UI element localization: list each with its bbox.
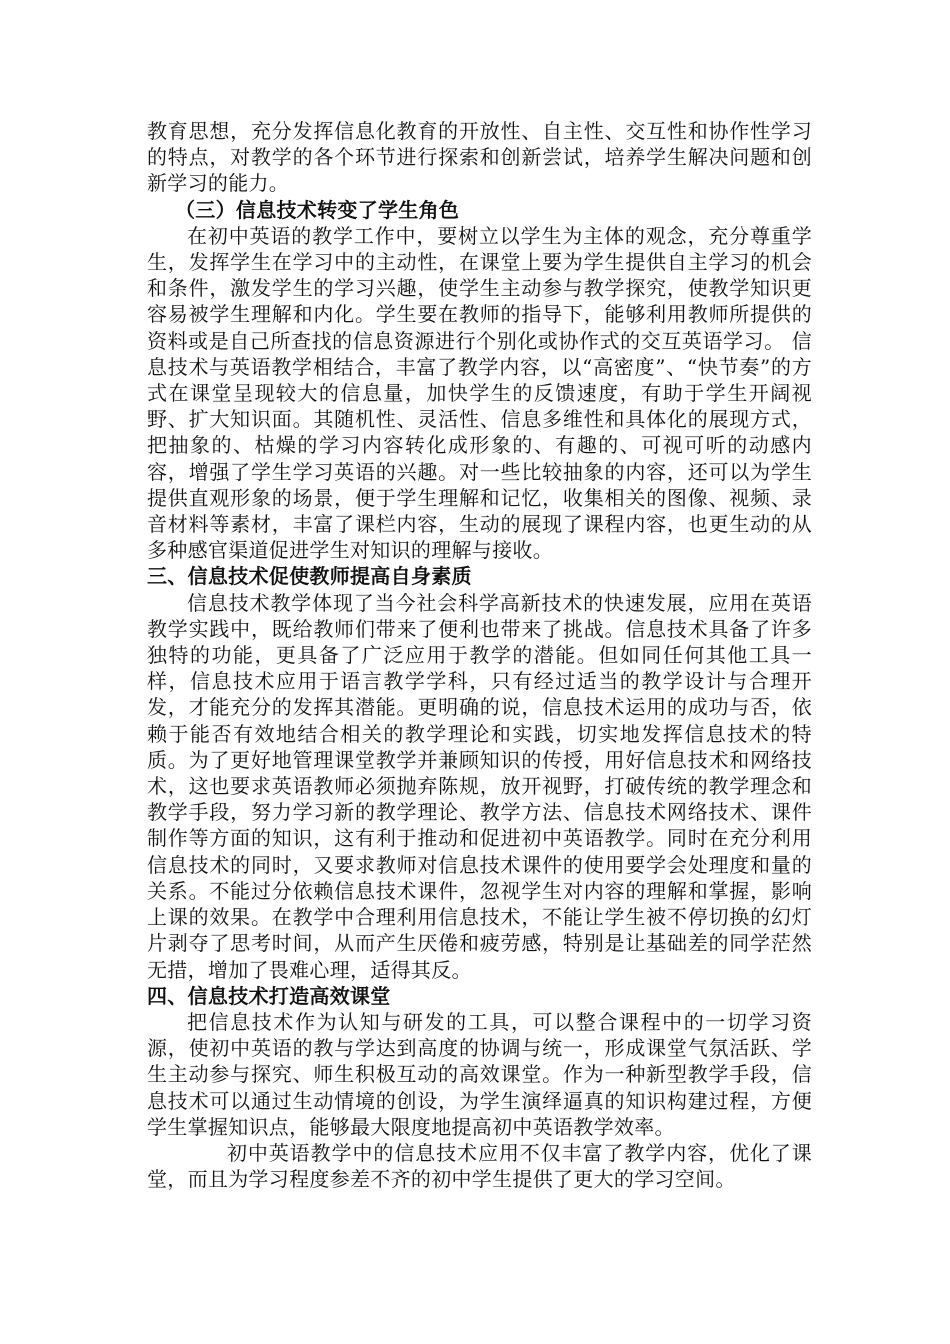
section-heading-efficient-class: 四、信息技术打造高效课堂 bbox=[147, 983, 391, 1008]
section-heading-teacher-quality: 三、信息技术促使教师提高自身素质 bbox=[147, 564, 472, 589]
paragraph-student-role: 在初中英语的教学工作中，要树立以学生为主体的观念，充分尊重学生，发挥学生在学习中的主动性，在课堂上要为学生提供自主学习的机会和条件，激发学生的学习兴趣，使学生主动参与教学探究，使教学知识更容易被学生理解和内化。学生要在教师的指导下，能够利用教师所提供的资料或是自己所查找的信息资源进行个别化或协作式的交互英语学习。 信息技术与英语教学相结合，丰富了教学内容，以“高密度”、“快节奏”的方式在课堂呈现较大的信息量，加快学生的反馈速度，有助于学生开阔视野、扩大知识面。其随机性、灵活性、信息多维性和具体化的展现方式，把抽象的、枯燥的学习内容转化成形象的、有趣的、可视可听的动感内容，增强了学生学习英语的兴趣。对一些比较抽象的内容，还可以为学生提供直观形象的场景，便于学生理解和记忆，收集相关的图像、视频、录音材料等素材，丰富了课栏内容，生动的展现了课程内容，也更生动的从多种感官渠道促进学生对知识的理解与接收。 bbox=[147, 223, 812, 563]
paragraph-teacher-quality: 信息技术教学体现了当今社会科学高新技术的快速发展，应用在英语教学实践中，既给教师们带来了便利也带来了挑战。信息技术具备了许多独特的功能，更具备了广泛应用于教学的潜能。但如同任何其他工具一样，信息技术应用于语言教学学科，只有经过适当的教学设计与合理开发，才能充分的发挥其潜能。更明确的说，信息技术运用的成功与否，依赖于能否有效地结合相关的教学理论和实践，切实地发挥信息技术的特质。为了更好地管理课堂教学并兼顾知识的传授，用好信息技术和网络技术，这也要求英语教师必须抛弃陈规，放开视野，打破传统的教学理念和教学手段，努力学习新的教学理论、教学方法、信息技术网络技术、课件制作等方面的知识，这有利于推动和促进初中英语教学。同时在充分利用信息技术的同时，又要求教师对信息技术课件的使用要学会处理度和量的关系。不能过分依赖信息技术课件，忽视学生对内容的理解和掌握，影响上课的效果。在教学中合理利用信息技术，不能让学生被不停切换的幻灯片剥夺了思考时间，从而产生厌倦和疲劳感，特别是让基础差的同学茫然无措，增加了畏难心理，适得其反。 bbox=[147, 590, 812, 982]
document-body bbox=[147, 118, 812, 1192]
conclusion-paragraph: 初中英语教学中的信息技术应用不仅丰富了教学内容，优化了课堂，而且为学习程度参差不齐的初中学生提供了更大的学习空间。 bbox=[147, 1140, 812, 1192]
paragraph-efficient-class: 把信息技术作为认知与研发的工具，可以整合课程中的一切学习资源，使初中英语的教与学达到高度的协调与统一，形成课堂气氛活跃、学生主动参与探究、师生积极互动的高效课堂。作为一种新型教学手段，信息技术可以通过生动情境的创设，为学生演绎逼真的知识构建过程，方便学生掌握知识点，能够最大限度地提高初中英语教学效率。 bbox=[147, 1009, 812, 1139]
intro-paragraph: 教育思想，充分发挥信息化教育的开放性、自主性、交互性和协作性学习的特点，对教学的各个环节进行探索和创新尝试，培养学生解决问题和创新学习的能力。 bbox=[147, 119, 812, 196]
subsection-heading-student-role: （三）信息技术转变了学生角色 bbox=[175, 197, 460, 222]
